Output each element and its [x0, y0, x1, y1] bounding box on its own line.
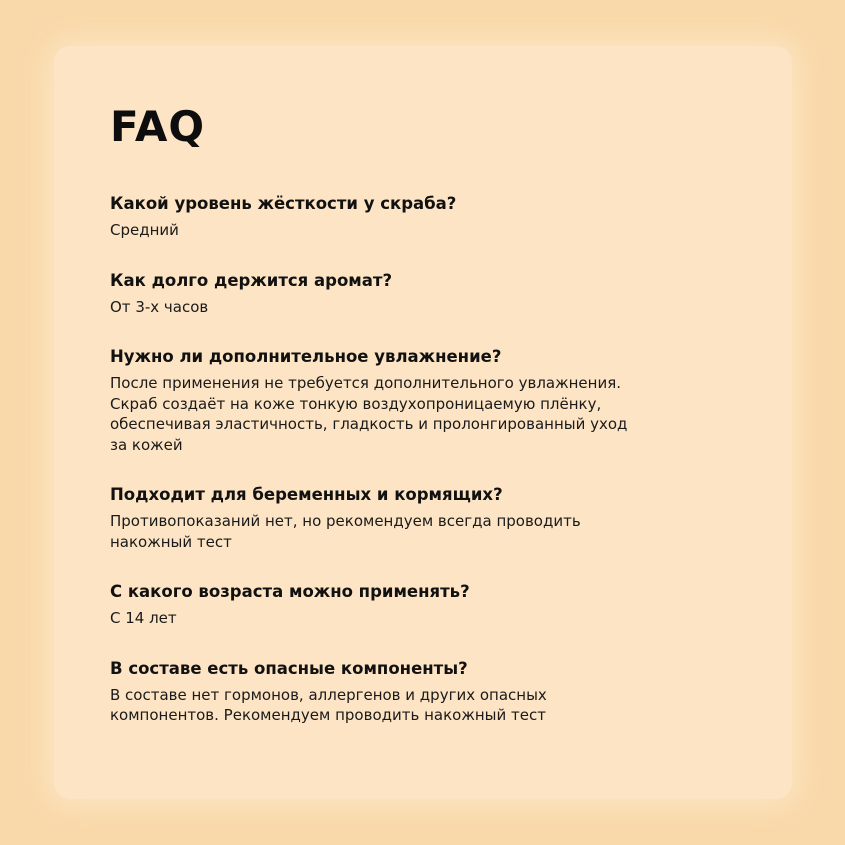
faq-answer — [110, 511, 710, 552]
faq-item-pregnancy — [110, 483, 792, 552]
faq-question: Как долго держится аромат? — [110, 270, 393, 290]
faq-answer-line: После применения не требуется дополнительного увлажнения. — [110, 374, 621, 392]
faq-answer-line: В составе нет гормонов, аллергенов и других опасных — [110, 685, 547, 704]
faq-answer-line: Скраб создаёт на коже тонкую воздухопроницаемую плёнку, — [110, 394, 602, 413]
faq-answer-line: обеспечивая эластичность, гладкость и пролонгированный уход — [110, 415, 628, 433]
faq-answer — [110, 297, 710, 318]
faq-answer-line: за кожей — [110, 435, 183, 454]
faq-answer-line: От 3-х часов — [110, 297, 209, 316]
faq-question: Подходит для беременных и кормящих? — [110, 485, 503, 504]
faq-answer-line: Противопоказаний нет, но рекомендуем всегда проводить — [110, 512, 581, 530]
faq-answer — [110, 220, 710, 241]
faq-item-age — [110, 580, 792, 629]
faq-question: С какого возраста можно применять? — [110, 582, 470, 601]
faq-answer-line: компонентов. Рекомендуем проводить накожный тест — [110, 706, 546, 724]
faq-answer — [110, 373, 710, 455]
page-title: FAQ — [110, 102, 206, 151]
faq-item-moisturizing — [110, 345, 792, 455]
faq-item-dangerous-components — [110, 657, 792, 726]
faq-question: Какой уровень жёсткости у скраба? — [110, 194, 457, 213]
faq-answer-line: Средний — [110, 221, 179, 239]
faq-answer — [110, 685, 710, 726]
faq-question: В составе есть опасные компоненты? — [110, 658, 468, 678]
faq-answer-line: накожный тест — [110, 532, 232, 551]
faq-item-hardness — [110, 192, 792, 241]
faq-question: Нужно ли дополнительное увлажнение? — [110, 347, 502, 366]
faq-item-scent-duration — [110, 269, 792, 318]
faq-list — [110, 192, 792, 726]
faq-answer — [110, 608, 710, 629]
faq-answer-line: С 14 лет — [110, 609, 177, 627]
faq-card — [54, 46, 792, 799]
